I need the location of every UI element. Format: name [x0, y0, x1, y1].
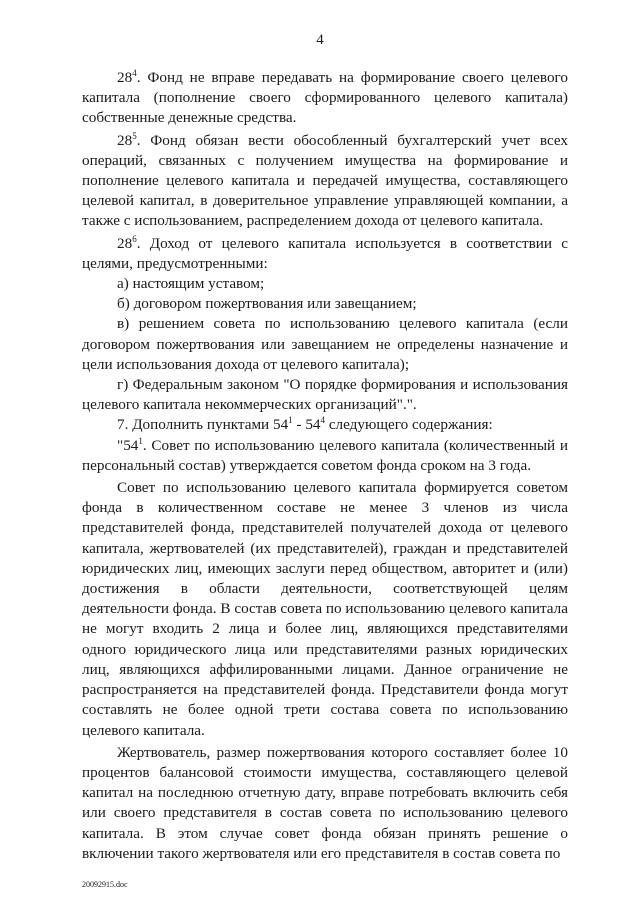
- list-item-v: в) решением совета по использованию целевого капитала (если договором пожертвования или завещанием не определены назначение и цели использования дохода от целевого капитала);: [82, 315, 568, 373]
- paragraph-text: . Фонд не вправе передавать на формирование своего целевого капитала (пополнение своего сформированного целевого капитала) собственные денежные средства.: [82, 69, 568, 127]
- clause-superscript: 4: [320, 415, 326, 426]
- paragraph-54-1: [82, 436, 568, 476]
- clause-superscript: 1: [288, 415, 293, 426]
- list-item-a: а) настоящим уставом;: [117, 275, 265, 293]
- amendment-text: 7. Дополнить пунктами 54: [117, 416, 289, 434]
- paragraph-28-5: [82, 131, 568, 232]
- document-body: [82, 68, 568, 864]
- page-number: 4: [316, 32, 324, 48]
- clause-number: "54: [117, 436, 139, 454]
- paragraph-text: . Совет по использованию целевого капитала (количественный и персональный состав) утверждается советом фонда сроком на 3 года.: [82, 436, 568, 474]
- paragraph-28-6: [82, 234, 568, 274]
- clause-superscript: 4: [132, 68, 137, 78]
- clause-number: 28: [117, 131, 133, 149]
- clause-number: 28: [117, 234, 133, 252]
- file-name-footer: 20092915.doc: [82, 880, 128, 889]
- paragraph-council-composition: Совет по использованию целевого капитала формируется советом фонда в количественном составе не менее 3 членов из числа представителей фонда, представителей получателей дохода от целевого капитала, жертвователей (их представителей), граждан и представителей юридических лиц, имеющих заслуги перед обществом, авторитет и (или) достижения в области деятельности, соответствующей целям деятельности фонда. В состав совета по использованию целевого капитала не могут входить 2 лица и более лиц, являющихся представителями одного юридического лица или представителями разных юридических лиц, являющихся аффилированными лицами. Данное ограничение не распространяется на представителей фонда. Представители фонда могут составлять не более одной трети состава совета по использованию целевого капитала.: [82, 479, 568, 739]
- paragraph-text: . Доход от целевого капитала используется в соответствии с целями, предусмотренными:: [82, 234, 568, 272]
- list-item-g: г) Федеральным законом "О порядке формирования и использования целевого капитала некоммерческих организаций".".: [82, 376, 568, 414]
- clause-number: 28: [117, 69, 133, 86]
- list-item-b: б) договором пожертвования или завещанием;: [117, 295, 417, 313]
- clause-superscript: 6: [132, 233, 137, 244]
- paragraph-28-4: [82, 68, 568, 129]
- amendment-7: [82, 415, 568, 435]
- paragraph-text: . Фонд обязан вести обособленный бухгалтерский учет всех операций, связанных с получением имущества на формирование и пополнение целевого капитала и передачей имущества, составляющего целевой капитал, в доверительное управление управляющей компании, а также с использованием, распределением дохода от целевого капитала.: [82, 131, 568, 230]
- amendment-text: - 54: [292, 416, 321, 434]
- clause-superscript: 5: [132, 130, 137, 141]
- amendment-text: следующего содержания:: [325, 416, 493, 434]
- paragraph-donor-rights: Жертвователь, размер пожертвования которого составляет более 10 процентов балансовой стоимости имущества, составляющего целевой капитал на последнюю отчетную дату, вправе потребовать включить себя или своего представителя в состав совета по использованию целевого капитала. В этом случае совет фонда обязан принять решение о включении такого жертвователя или его представителя в состав совета по: [82, 743, 568, 862]
- clause-superscript: 1: [138, 435, 143, 446]
